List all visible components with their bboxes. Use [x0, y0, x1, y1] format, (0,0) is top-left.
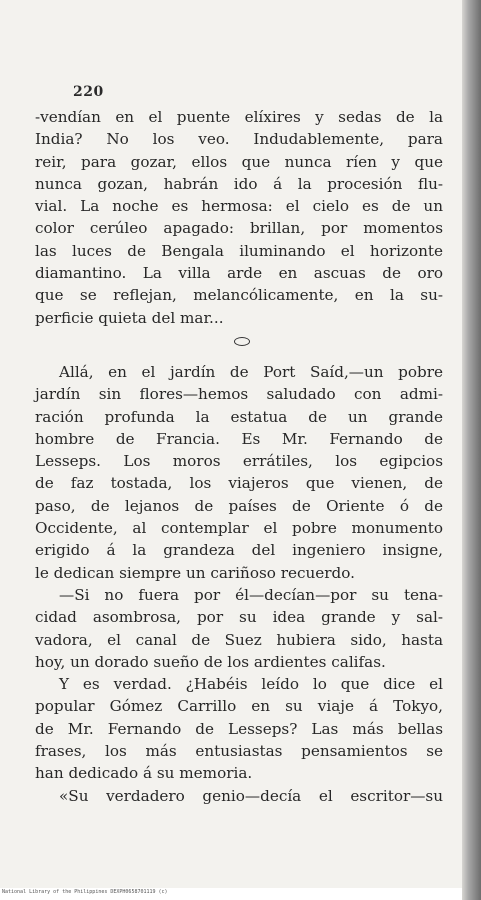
text-line: jardín sin flores—hemos saludado con admi-: [35, 385, 443, 404]
text-line: Occidente, al contemplar el pobre monumento: [35, 519, 443, 538]
page-number: 220: [73, 84, 104, 100]
text-line: que se reflejan, melancólicamente, en la su-: [35, 286, 443, 305]
text-line: vial. La noche es hermosa: el cielo es de un: [35, 197, 443, 216]
text-line: «Su verdadero genio—decía el escritor—su: [59, 786, 443, 805]
text-line: le dedican siempre un cariñoso recuerdo.: [35, 563, 355, 582]
paragraph-1: [35, 106, 443, 329]
text-line: paso, de lejanos de países de Oriente ó de: [35, 496, 443, 515]
paragraph-5: [35, 785, 443, 807]
text-line: de Mr. Fernando de Lesseps? Las más bellas: [35, 719, 443, 738]
text-line: hoy, un dorado sueño de los ardientes califas.: [35, 652, 386, 671]
text-line: reir, para gozar, ellos que nunca ríen y que: [35, 152, 443, 171]
body-text: [35, 106, 443, 807]
text-line: hombre de Francia. Es Mr. Fernando de: [35, 429, 443, 448]
text-line: perficie quieta del mar...: [35, 308, 224, 327]
text-line: Allá, en el jardín de Port Saíd,—un pobre: [59, 362, 443, 381]
text-line: nunca gozan, habrán ido á la procesión flu-: [35, 174, 443, 193]
text-line: de faz tostada, los viajeros que vienen, de: [35, 474, 443, 493]
text-line: frases, los más entusiastas pensamientos se: [35, 742, 443, 761]
text-line: Y es verdad. ¿Habéis leído lo que dice el: [59, 675, 443, 694]
text-line: India? No los veo. Indudablemente, para: [35, 130, 443, 149]
paragraph-2: [35, 361, 443, 584]
paragraph-3: [35, 584, 443, 673]
text-line: popular Gómez Carrillo en su viaje á Tokyo,: [35, 697, 443, 716]
text-line: —Si no fuera por él—decían—por su tena-: [59, 585, 443, 604]
text-line: ración profunda la estatua de un grande: [35, 407, 443, 426]
text-line: cidad asombrosa, por su idea grande y sal-: [35, 608, 443, 627]
text-line: Lesseps. Los moros errátiles, los egipcios: [35, 452, 443, 471]
paragraph-4: [35, 673, 443, 784]
ornament-icon: [234, 337, 250, 346]
text-line: vadora, el canal de Suez hubiera sido, hasta: [35, 630, 443, 649]
text-line: las luces de Bengala iluminando el horizonte: [35, 241, 443, 260]
section-ornament: [35, 329, 443, 353]
text-line: -vendían en el puente elíxires y sedas de la: [35, 108, 443, 126]
text-line: erigido á la grandeza del ingeniero insigne,: [35, 541, 443, 560]
scan-footer-text: National Library of the Philippines DEXPH0658701119 (c): [2, 889, 168, 895]
book-spine-shadow: [462, 0, 481, 900]
text-line: han dedicado á su memoria.: [35, 764, 253, 783]
text-line: color cerúleo apagado: brillan, por momentos: [35, 219, 443, 238]
text-line: diamantino. La villa arde en ascuas de oro: [35, 264, 443, 283]
